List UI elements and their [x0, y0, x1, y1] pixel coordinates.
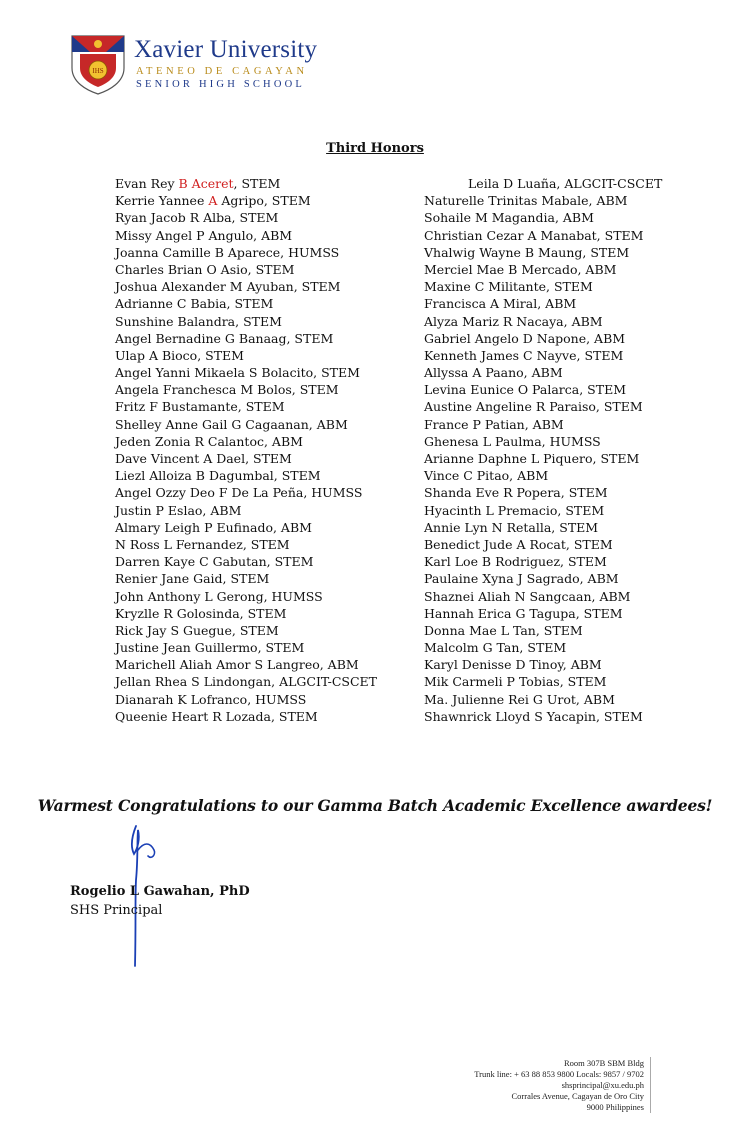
list-item: Paulaine Xyna J Sagrado, ABM: [424, 571, 619, 587]
school-name: SENIOR HIGH SCHOOL: [136, 79, 306, 90]
list-item: Kryzlle R Golosinda, STEM: [115, 605, 287, 621]
list-item: Almary Leigh P Eufinado, ABM: [115, 519, 312, 535]
honors-list-right: [424, 175, 662, 725]
list-item: Ghenesa L Paulma, HUMSS: [424, 433, 601, 449]
list-item: Adrianne C Babia, STEM: [115, 296, 274, 312]
list-item: France P Patian, ABM: [424, 416, 564, 432]
list-item: Mik Carmeli P Tobias, STEM: [424, 674, 607, 690]
list-item: Angel Ozzy Deo F De La Peña, HUMSS: [115, 485, 363, 501]
list-item: Vince C Pitao, ABM: [424, 468, 549, 484]
list-item: Queenie Heart R Lozada, STEM: [115, 708, 318, 724]
university-logo: [70, 34, 330, 96]
list-item: Joanna Camille B Aparece, HUMSS: [115, 244, 340, 260]
list-item: Hyacinth L Premacio, STEM: [424, 502, 605, 518]
list-item: Alyza Mariz R Nacaya, ABM: [424, 313, 603, 329]
footer-address: [474, 1058, 644, 1113]
list-item: Maxine C Militante, STEM: [424, 279, 593, 295]
honors-list-left: [115, 175, 377, 725]
list-item: Evan Rey B Aceret, STEM: [115, 176, 281, 191]
list-item: Karl Loe B Rodriguez, STEM: [424, 554, 607, 570]
list-item: Shaznei Aliah N Sangcaan, ABM: [424, 588, 631, 604]
list-item: Angel Bernadine G Banaag, STEM: [115, 330, 334, 346]
list-item: Leila D Luaña, ALGCIT-CSCET: [468, 176, 663, 191]
list-item: Donna Mae L Tan, STEM: [424, 622, 583, 638]
list-item: Karyl Denisse D Tinoy, ABM: [424, 657, 602, 673]
footer-email: shsprincipal@xu.edu.ph: [561, 1080, 644, 1090]
congratulations-message: Warmest Congratulations to our Gamma Batch Academic Excellence awardees!: [37, 796, 713, 815]
list-item: Christian Cezar A Manabat, STEM: [424, 227, 644, 243]
list-item: Benedict Jude A Rocat, STEM: [424, 536, 613, 552]
list-item: Merciel Mae B Mercado, ABM: [424, 261, 617, 277]
list-item: Angela Franchesca M Bolos, STEM: [115, 382, 339, 398]
list-item: Allyssa A Paano, ABM: [424, 365, 563, 381]
list-item: Hannah Erica G Tagupa, STEM: [424, 605, 623, 621]
footer-postal: 9000 Philippines: [586, 1102, 644, 1112]
list-item: Liezl Alloiza B Dagumbal, STEM: [115, 468, 321, 484]
signatory-name: Rogelio L Gawahan, PhD: [70, 884, 250, 899]
list-item: Rick Jay S Guegue, STEM: [115, 622, 279, 638]
list-item: Ryan Jacob R Alba, STEM: [115, 210, 279, 226]
list-item: Dianarah K Lofranco, HUMSS: [115, 691, 307, 707]
list-item: Charles Brian O Asio, STEM: [115, 261, 295, 277]
list-item: Arianne Daphne L Piquero, STEM: [424, 451, 640, 466]
list-item: Gabriel Angelo D Napone, ABM: [424, 330, 626, 346]
list-item: Malcolm G Tan, STEM: [424, 640, 567, 656]
list-item: Sunshine Balandra, STEM: [115, 313, 282, 329]
list-item: Ulap A Bioco, STEM: [115, 347, 244, 363]
list-item: John Anthony L Gerong, HUMSS: [115, 588, 323, 604]
list-item: Jellan Rhea S Lindongan, ALGCIT-CSCET: [115, 674, 377, 690]
university-name: Xavier University: [134, 36, 318, 63]
list-item: Darren Kaye C Gabutan, STEM: [115, 554, 314, 570]
list-item: Kerrie Yannee A Agripo, STEM: [115, 193, 311, 209]
list-item: Levina Eunice O Palarca, STEM: [424, 382, 627, 398]
list-item: Shelley Anne Gail G Cagaanan, ABM: [115, 416, 348, 432]
section-title: Third Honors: [326, 141, 424, 156]
signatory-title: SHS Principal: [70, 903, 163, 918]
footer-trunk: Trunk line: + 63 88 853 9800 Locals: 9857 / 9702: [474, 1069, 644, 1079]
list-item: Marichell Aliah Amor S Langreo, ABM: [115, 657, 359, 673]
list-item: Shanda Eve R Popera, STEM: [424, 485, 608, 501]
footer-street: Corrales Avenue, Cagayan de Oro City: [511, 1091, 644, 1101]
list-item: Angel Yanni Mikaela S Bolacito, STEM: [115, 365, 360, 381]
svg-text:IHS: IHS: [92, 67, 104, 75]
shield-crest-icon: [70, 34, 126, 96]
list-item: Missy Angel P Angulo, ABM: [115, 227, 293, 243]
list-item: Sohaile M Magandia, ABM: [424, 210, 594, 226]
list-item: Renier Jane Gaid, STEM: [115, 571, 270, 587]
list-item: Jeden Zonia R Calantoc, ABM: [115, 433, 303, 449]
footer-room: Room 307B SBM Bldg: [563, 1058, 644, 1068]
list-item: Dave Vincent A Dael, STEM: [115, 451, 292, 466]
footer-divider: [650, 1057, 651, 1113]
list-item: Austine Angeline R Paraiso, STEM: [424, 399, 643, 415]
list-item: Justine Jean Guillermo, STEM: [115, 640, 305, 656]
list-item: Ma. Julienne Rei G Urot, ABM: [424, 691, 615, 707]
list-item: Vhalwig Wayne B Maung, STEM: [424, 244, 630, 260]
list-item: Annie Lyn N Retalla, STEM: [424, 519, 599, 535]
university-subtitle: ATENEO DE CAGAYAN: [136, 66, 308, 77]
list-item: Joshua Alexander M Ayuban, STEM: [115, 279, 341, 295]
list-item: Justin P Eslao, ABM: [115, 502, 242, 518]
list-item: N Ross L Fernandez, STEM: [115, 536, 290, 552]
list-item: Naturelle Trinitas Mabale, ABM: [424, 193, 628, 209]
list-item: Shawnrick Lloyd S Yacapin, STEM: [424, 708, 643, 724]
list-item: Fritz F Bustamante, STEM: [115, 399, 285, 415]
list-item: Kenneth James C Nayve, STEM: [424, 347, 624, 363]
list-item: Francisca A Miral, ABM: [424, 296, 577, 312]
